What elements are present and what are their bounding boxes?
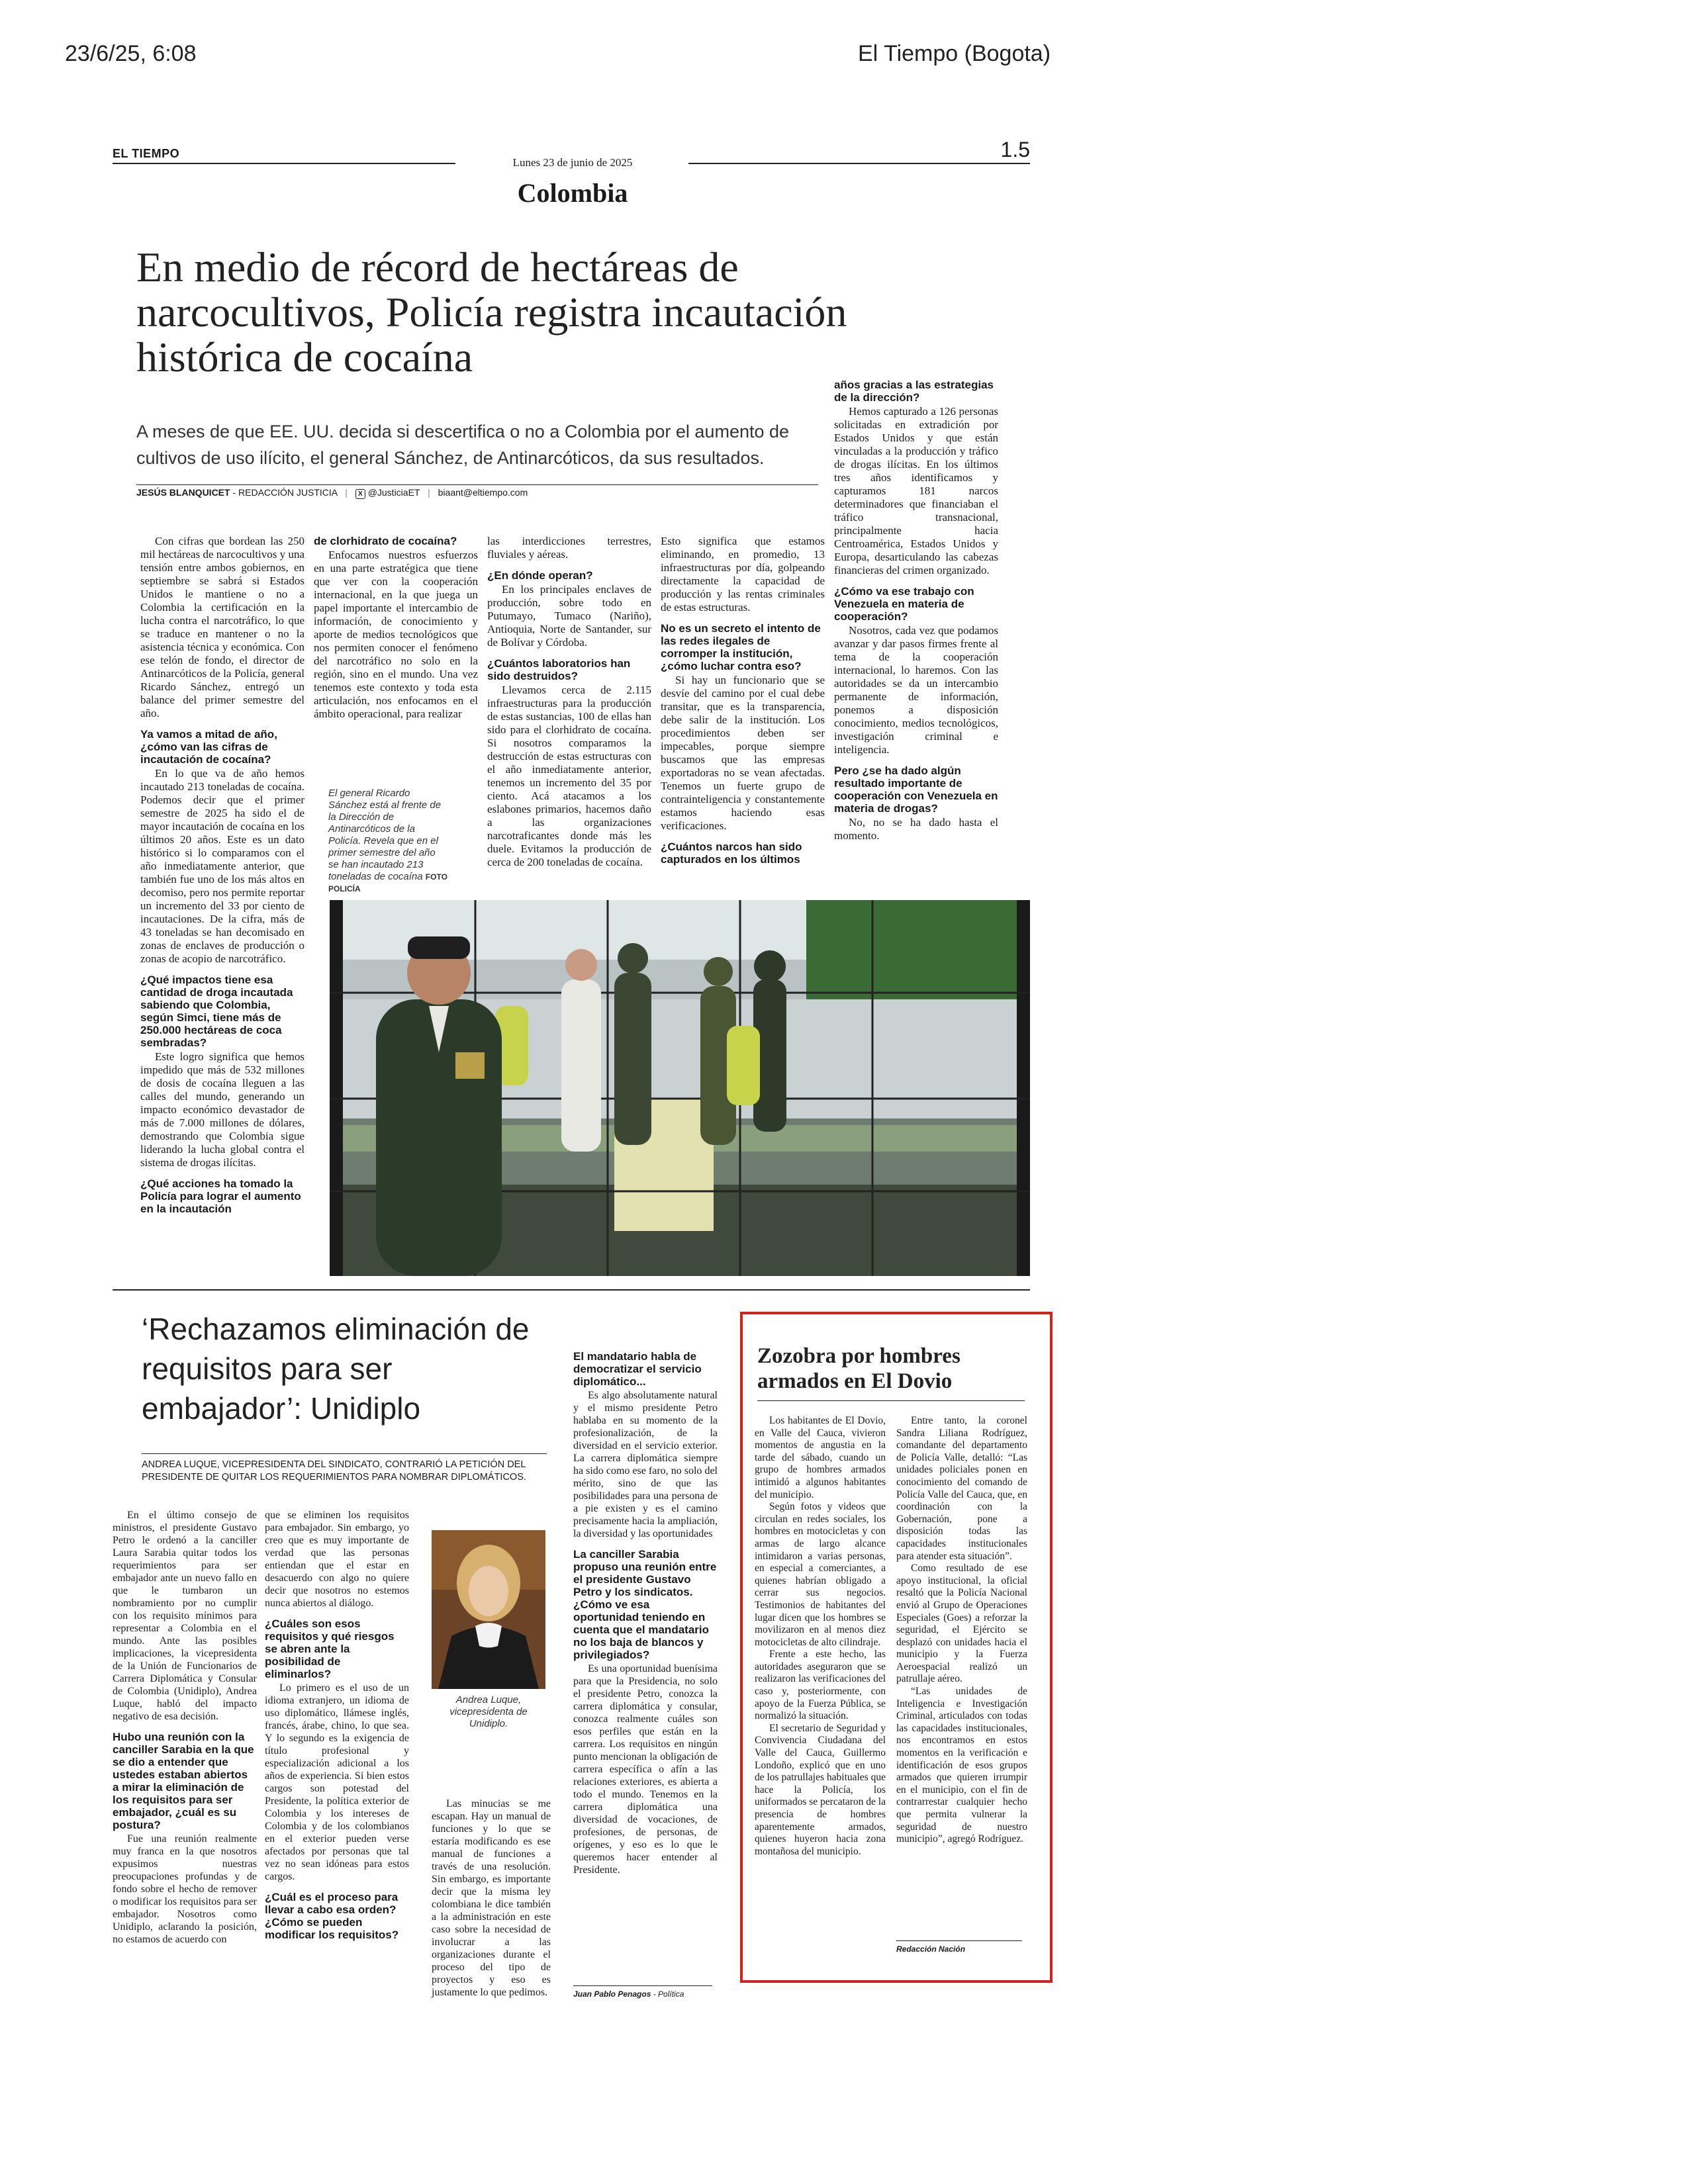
body-paragraph: Si hay un funcionario que se desvíe del camino por el cual debe transitar, que es la transparencia, debe salir de la institución. Los procedimientos deben ser impecables, porque siempre buscamos que las empresas exportadoras no se vean afectadas. Tenemos un fuerte grupo de contrainteligencia y constantemente estamos haciendo esas verificaciones. xyxy=(661,674,825,832)
article2-signoff-rule xyxy=(573,1985,712,1986)
interview-question: Pero ¿se ha dado algún resultado importante de cooperación con Venezuela en materia de drogas? xyxy=(834,764,998,815)
article2-headline: ‘Rechazamos eliminación de requisitos para ser embajador’: Unidiplo xyxy=(142,1312,530,1426)
byline-desk: - REDACCIÓN JUSTICIA xyxy=(232,487,338,498)
article1-headline: En medio de récord de hectáreas de narcocultivos, Policía registra incautación histórica de cocaína xyxy=(136,244,847,381)
article3-headline: Zozobra por hombres armados en El Dovio xyxy=(757,1344,961,1393)
page-number: 1.5 xyxy=(1000,138,1030,161)
portrait-andrea-luque xyxy=(432,1530,545,1689)
section-title: Colombia xyxy=(517,178,628,208)
interview-question: ¿En dónde operan? xyxy=(487,569,593,582)
section-separator xyxy=(113,1289,1030,1291)
body-paragraph: Fue una reunión realmente muy franca en la que nosotros expusimos nuestras preocupaciones profundas y de fondo sobre el hecho de remover o modificar los requisitos para ser embajador. Nosotros como Unidiplo, aclarando la posición, no estamos de acuerdo con xyxy=(113,1833,257,1945)
interview-question: Hubo una reunión con la canciller Sarabia en la que se dio a entender que ustedes estaban abiertos a mirar la eliminación de los requisitos para ser embajador, ¿cuál es su postura? xyxy=(113,1731,254,1831)
article2-deck-rule xyxy=(142,1453,547,1454)
article1-deck: A meses de que EE. UU. decida si descertifica o no a Colombia por el aumento de cultivos de uso ilícito, el general Sánchez, de Antinarcóticos, da sus resultados. xyxy=(136,422,790,468)
body-paragraph: Según fotos y videos que circulan en redes sociales, los hombres en motocicletas y con armas de largo alcance intimidaron a varias personas, en especial a comerciantes, a quienes habrían obligado a cerrar sus negocios. Testimonios de habitantes del lugar dicen que los hombres se movilizaron en al menos diez motocicletas de alto cilindraje. xyxy=(755,1501,886,1648)
article2-column-3 xyxy=(432,1797,551,1999)
body-paragraph: Con cifras que bordean las 250 mil hectáreas de narcocultivos y una tensión entre ambos gobiernos, en septiembre se sabrá si Estados Unidos le mantiene o no a Colombia la certificación en la lucha contra el narcotráfico, lo que se traduce en mantener o no la asistencia técnica y económica. Con ese telón de fondo, el director de Antinarcóticos de la Policía, general Ricardo Sánchez, entregó un balance del primer semestre del año. xyxy=(140,535,305,719)
body-paragraph: Esto significa que estamos eliminando, en promedio, 13 infraestructuras por día, golpeando directamente la capacidad de producción y las rentas criminales de estas estructuras. xyxy=(661,535,825,614)
interview-question: ¿Cuántos laboratorios han sido destruidos? xyxy=(487,657,631,682)
interview-question: ¿Cuáles son esos requisitos y qué riesgos se abren ante la posibilidad de eliminarlos? xyxy=(265,1617,395,1680)
interview-question: de clorhidrato de cocaína? xyxy=(314,535,457,547)
body-paragraph: Es una oportunidad buenísima para que la Presidencia, no solo el presidente Petro, conozca la carrera diplomática y consular, conozca realmente cuáles son esos perfiles que están en la carrera. Los requisitos en ningún punto mencionan la obligación de carrera específica o afín a las relaciones exteriores, es abierta a todo el mundo. Tenemos en la carrera diplomática una diversidad de vocaciones, de profesiones, de personas, de orígenes, y eso es lo que le queremos hacer entender al Presidente. xyxy=(573,1663,718,1876)
interview-question: ¿Qué impactos tiene esa cantidad de droga incautada sabiendo que Colombia, según Simci, tiene más de 250.000 hectáreas de coca sembradas? xyxy=(140,974,293,1049)
byline-handle: @JusticiaET xyxy=(367,487,420,498)
interview-question: ¿Qué acciones ha tomado la Policía para lograr el aumento en la incautación xyxy=(140,1177,301,1215)
body-paragraph: En lo que va de año hemos incautado 213 toneladas de cocaína. Podemos decir que el primer semestre de 2025 ha sido el de mayor incautación de cocaína en los últimos 20 años. Este es un dato histórico si lo comparamos con el año inmediatamente anterior, que también fue uno de los más altos en decomiso, pero nos permite reportar un incremento del 33 por ciento de incautaciones. De la cifra, más de 43 toneladas se han decomisado en zonas de enclaves de producción o zonas de acopio de narcotráfico. xyxy=(140,767,305,965)
brand-logo: EL TIEMPO xyxy=(113,147,180,160)
article3-signoff-rule xyxy=(896,1940,1022,1941)
signoff-author: Juan Pablo Penagos xyxy=(573,1989,651,1999)
body-paragraph: Nosotros, cada vez que podamos avanzar y dar pasos firmes frente al tema de la cooperación internacional, lo haremos. Con las autoridades se da un intercambio permanente de información, ponemos a disposición conocimiento, medios tecnológicos, investigación criminal e inteligencia. xyxy=(834,624,998,756)
body-paragraph: “Las unidades de Inteligencia e Investigación Criminal, articulados con todas las capacidades institucionales, nos encontramos en estos momentos en la verificación e identificación de esos grupos armados que quieren irrumpir en el municipio, con el fin de contrarrestar cualquier hecho que permita vulnerar la seguridad de nuestro municipio”, agregó Rodríguez. xyxy=(896,1686,1027,1845)
body-paragraph: El secretario de Seguridad y Convivencia Ciudadana del Valle del Cauca, Guillermo Londoño, explicó que en uno de los patrullajes habituales que hace la Policía, los uniformados se percataron de la presencia de hombres aparentemente armados, quienes huyeron hacia zona montañosa del municipio. xyxy=(755,1722,886,1857)
article2-signoff xyxy=(573,1989,684,1999)
article2-column-4 xyxy=(573,1350,718,1876)
body-paragraph: Hemos capturado a 126 personas solicitadas en extradición por Estados Unidos y que están vinculadas a la producción y tráfico de drogas ilícitas. En los últimos tres años identificamos y capturamos 181 narcos determinadores que financiaban el tráfico transnacional, principalmente hacia Centroamérica, Estados Unidos y Europa, desarticulando las cabezas financieras del crimen organizado. xyxy=(834,405,998,576)
interview-question: No es un secreto el intento de las redes ilegales de corromper la institución, ¿cómo luchar contra eso? xyxy=(661,622,821,672)
photo-credit: FOTO POLICÍA xyxy=(328,872,447,893)
interview-question: ¿Cuántos narcos han sido capturados en los últimos xyxy=(661,841,802,866)
body-paragraph: Enfocamos nuestros esfuerzos en una parte estratégica que tiene que ver con la cooperación internacional, en la que juega un papel importante el intercambio de información, de conocimiento y aporte de medios tecnológicos que nos permiten conocer el fenómeno del narcotráfico no solo en la región, sino en el mundo. Una vez tenemos este contexto y toda esta articulación, nos enfocamos en el ámbito operacional, para realizar xyxy=(314,549,478,720)
article3-column-2 xyxy=(896,1415,1027,1846)
interview-question: La canciller Sarabia propuso una reunión entre el presidente Gustavo Petro y los sindicatos. ¿Cómo ve esa oportunidad teniendo en cuenta que el mandatario no los baja de blancos y privilegiados? xyxy=(573,1548,717,1661)
body-paragraph: Llevamos cerca de 2.115 infraestructuras para la producción de estas sustancias, 100 de ellas han sido para el clorhidrato de cocaína. Si nosotros comparamos la destrucción de estas estructuras con el año inmediatamente anterior, tenemos un incremento del 35 por ciento. Acá atacamos a los eslabones primarios, hacemos daño a las organizaciones narcotraficantes donde más les duele. Evitamos la producción de cerca de 200 toneladas de cocaína. xyxy=(487,684,651,868)
masthead-rule-left xyxy=(113,163,455,164)
interview-question: ¿Cómo va ese trabajo con Venezuela en materia de cooperación? xyxy=(834,585,974,623)
article2-column-1 xyxy=(113,1509,257,1946)
body-paragraph: Como resultado de ese apoyo institucional, la oficial resaltó que la Policía Nacional envió al Grupo de Operaciones Especiales (Goes) a reforzar la seguridad, el Ejército se desplazó con unidades hacia el municipio y la Fuerza Aeroespacial realizó un patrullaje aéreo. xyxy=(896,1563,1027,1685)
article1-photo-caption xyxy=(328,788,447,895)
print-source: El Tiempo (Bogota) xyxy=(858,41,1051,66)
interview-question: Ya vamos a mitad de año, ¿cómo van las cifras de incautación de cocaína? xyxy=(140,728,277,766)
body-paragraph: que se eliminen los requisitos para embajador. Sin embargo, yo creo que es muy importante de verdad que las personas entiendan que el estar en desacuerdo con algo no quiere decir que nosotros no estemos nunca abiertos al diálogo. xyxy=(265,1510,409,1609)
body-paragraph: Es algo absolutamente natural y el mismo presidente Petro hablaba en su momento de la profesionalización, de la diversidad en el servicio exterior. La carrera diplomática siempre ha sido como ese faro, no solo del mérito, sino de que las posibilidades para una persona de a pie existen y es el camino precisamente hacia la ampliación, la diversidad y las oportunidades xyxy=(573,1390,718,1539)
article1-photo xyxy=(330,900,1030,1276)
byline-rule xyxy=(136,484,818,485)
article1-column-5 xyxy=(834,379,998,842)
interview-question: años gracias a las estrategias de la dirección? xyxy=(834,379,994,404)
article1-column-3 xyxy=(487,535,651,869)
body-paragraph: Entre tanto, la coronel Sandra Liliana Rodríguez, comandante del departamento de Policía Valle, detalló: “Las unidades policiales ponen en conocimiento del comando de Policía Valle del Cauca, que, en coordinación con la Gobernación, pone a disposición todas las capacidades institucionales para atender esta situación”. xyxy=(896,1415,1027,1562)
byline-email: biaant@eltiempo.com xyxy=(438,487,528,498)
body-paragraph: Lo primero es el uso de un idioma extranjero, un idioma de uso diplomático, llámese inglés, francés, árabe, chino, lo que sea. Y lo segundo es la exigencia de título profesional y especialización adicional a los años de experiencia. Si bien estos cargos son potestad del Presidente, la política exterior de Colombia y los intereses de Colombia y de los colombianos en el exterior pueden verse afectados por personas que tal vez no sean idóneas para estos cargos. xyxy=(265,1682,409,1882)
masthead-rule-right xyxy=(688,163,1030,164)
body-paragraph: En los principales enclaves de producción, sobre todo en Putumayo, Tumaco (Nariño), Antioquia, Norte de Santander, sur de Bolívar y Córdoba. xyxy=(487,583,651,649)
article2-deck: ANDREA LUQUE, VICEPRESIDENTA DEL SINDICATO, CONTRARIÓ LA PETICIÓN DEL PRESIDENTE DE QUITAR LOS REQUERIMIENTOS PARA NOMBRAR DIPLOMÁTICOS. xyxy=(142,1459,526,1482)
print-timestamp: 23/6/25, 6:08 xyxy=(65,41,197,66)
photo-police-operation xyxy=(330,900,1030,1276)
body-paragraph: Las minucias se me escapan. Hay un manual de funciones y lo que se estaría modificando es ese manual de funciones a través de una resolución. Sin embargo, es importante decir que la misma ley colombiana le dice también a la administración en este caso sobre la necesidad de involucrar a las organizaciones durante el proceso del tipo de proyectos y eso es justamente lo que pedimos. xyxy=(432,1798,551,1998)
body-paragraph: Este logro significa que hemos impedido que más de 532 millones de dosis de cocaína lleguen a las calles del mundo, generando un impacto económico devastador de más de 7.000 millones de dólares, demostrando que Colombia sigue liderando la lucha global contra el sistema de drogas ilícitas. xyxy=(140,1050,305,1169)
article1-column-1 xyxy=(140,535,305,1216)
interview-question: El mandatario habla de democratizar el servicio diplomático... xyxy=(573,1350,702,1388)
twitter-icon: X xyxy=(355,489,365,499)
article3-rule xyxy=(757,1400,1025,1401)
article2-portrait xyxy=(432,1530,545,1689)
photo-caption-text: El general Ricardo Sánchez está al frente de la Dirección de Antinarcóticos de la Policía. Revela que en el primer semestre del año se han incautado 213 toneladas de cocaína xyxy=(328,788,442,882)
article1-column-2 xyxy=(314,535,478,721)
body-paragraph: Frente a este hecho, las autoridades aseguraron que se realizaron las verificaciones del caso y, posteriormente, con apoyo de la Fuerza Pública, se normalizó la situación. xyxy=(755,1649,886,1722)
article3-signoff: Redacción Nación xyxy=(896,1944,966,1954)
article1-column-4 xyxy=(661,535,825,867)
interview-question: ¿Cuál es el proceso para llevar a cabo esa orden? ¿Cómo se pueden modificar los requisitos? xyxy=(265,1891,399,1941)
issue-date: Lunes 23 de junio de 2025 xyxy=(512,156,633,169)
body-paragraph: Los habitantes de El Dovio, en Valle del Cauca, vivieron momentos de angustia en la tarde del sábado, cuando un grupo de hombres armados intimidó a algunos habitantes del municipio. xyxy=(755,1415,886,1500)
byline-author: JESÚS BLANQUICET xyxy=(136,487,230,498)
article2-photo-caption: Andrea Luque, vicepresidenta de Unidiplo. xyxy=(449,1694,528,1729)
article1-byline: JESÚS BLANQUICET - REDACCIÓN JUSTICIA | X @JusticiaET | biaant@eltiempo.com xyxy=(136,487,528,498)
body-paragraph: En el último consejo de ministros, el presidente Gustavo Petro le ordenó a la canciller Laura Sarabia quitar todos los requerimientos para ser embajador ante un nuevo fallo en que le tumbaron un nombramiento por no cumplir con los requisito mínimos para representar a Colombia en el mundo. Ante las posibles implicaciones, la vicepresidenta de la Unión de Funcionarios de Carrera Diplomática y Consular de Colombia (Unidiplo), Andrea Luque, habló del impacto negativo de esa decisión. xyxy=(113,1510,257,1722)
body-paragraph: las interdicciones terrestres, fluviales y aéreas. xyxy=(487,535,651,561)
article2-column-2 xyxy=(265,1509,409,1942)
body-paragraph: No, no se ha dado hasta el momento. xyxy=(834,816,998,842)
signoff-desk: - Política xyxy=(653,1989,684,1999)
article3-column-1 xyxy=(755,1415,886,1858)
